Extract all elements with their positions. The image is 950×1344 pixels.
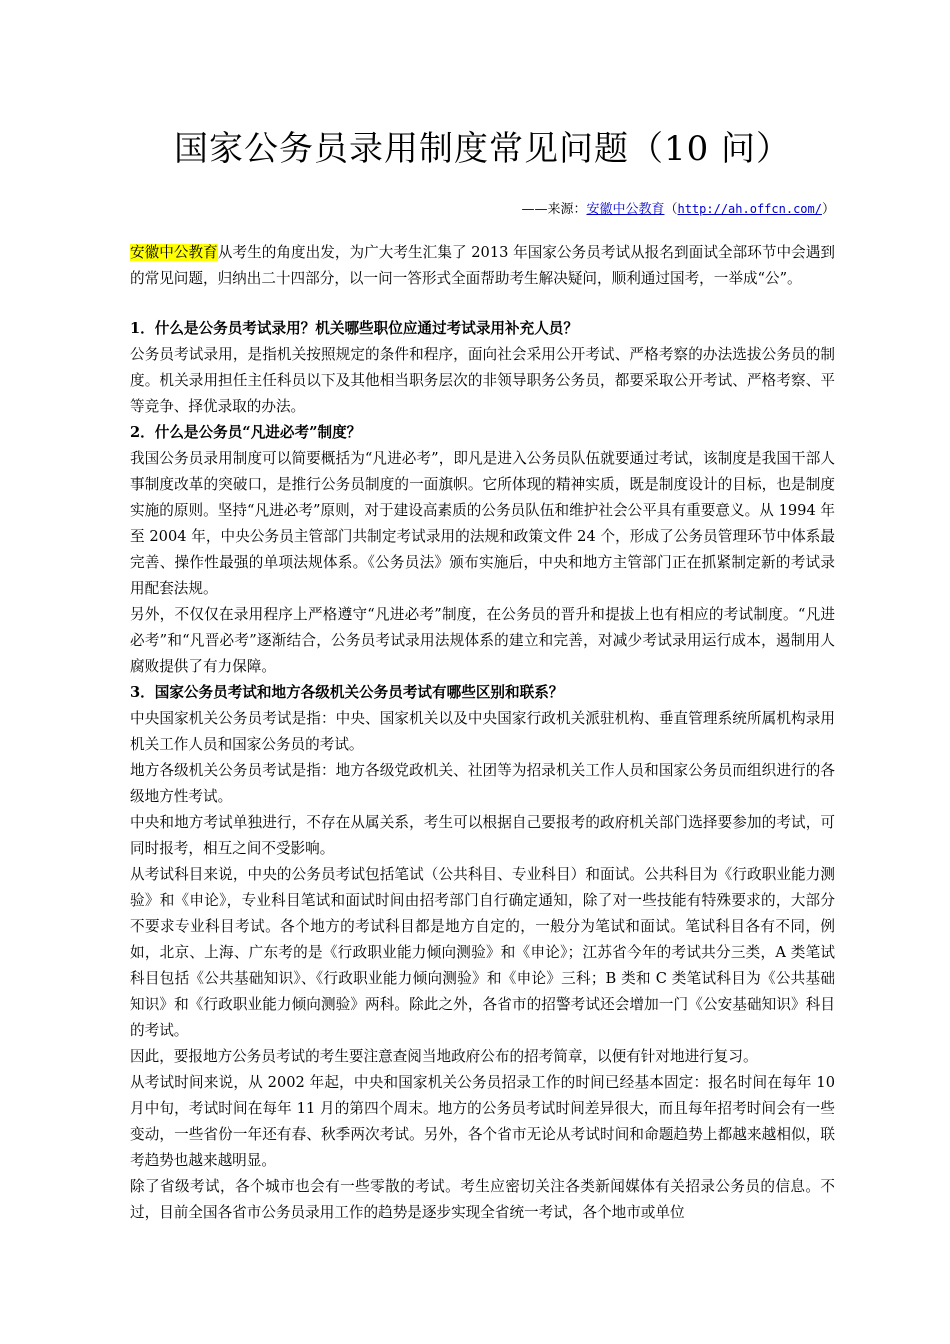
section-heading: 1．什么是公务员考试录用？机关哪些职位应通过考试录用补充人员？ (130, 320, 578, 337)
source-url-link[interactable]: http://ah.offcn.com/ (677, 202, 822, 216)
section-3 (130, 680, 835, 1226)
section-paragraph: 公务员考试录用，是指机关按照规定的条件和程序，面向社会采用公开考试、严格考察的办法选拔公务员的制度。机关录用担任主任科员以下及其他相当职务层次的非领导职务公务员，都要采取公开考试、严格考察、平等竞争、择优录取的办法。 (130, 346, 835, 415)
section-paragraph: 中央和地方考试单独进行，不存在从属关系，考生可以根据自己要报考的政府机关部门选择要参加的考试，可同时报考，相互之间不受影响。 (130, 814, 835, 857)
section-paragraph: 除了省级考试，各个城市也会有一些零散的考试。考生应密切关注各类新闻媒体有关招录公务员的信息。不过，目前全国各省市公务员录用工作的趋势是逐步实现全省统一考试，各个地市或单位 (130, 1178, 835, 1221)
section-1 (130, 316, 835, 420)
intro-text: 从考生的角度出发，为广大考生汇集了 2013 年国家公务员考试从报名到面试全部环节中会遇到的常见问题，归纳出二十四部分，以一问一答形式全面帮助考生解决疑问，顺利通过国考，一举成“公”。 (130, 244, 835, 287)
section-paragraph: 地方各级机关公务员考试是指：地方各级党政机关、社团等为招录机关工作人员和国家公务员而组织进行的各级地方性考试。 (130, 762, 835, 805)
section-heading: 2．什么是公务员“凡进必考”制度？ (130, 424, 362, 441)
intro-highlight: 安徽中公教育 (130, 244, 218, 261)
section-paragraph: 我国公务员录用制度可以简要概括为“凡进必考”，即凡是进入公务员队伍就要通过考试，该制度是我国干部人事制度改革的突破口，是推行公务员制度的一面旗帜。它所体现的精神实质，既是制度设计的目标，也是制度实施的原则。坚持“凡进必考”原则，对于建设高素质的公务员队伍和维护社会公平具有重要意义。从 1994 年至 2004 年，中央公务员主管部门共制定考试录用的法规和政策文件 24 个，形成了公务员管理环节中体系最完善、操作性最强的单项法规体系。《公务员法》颁布实施后，中央和地方主管部门正在抓紧制定新的考试录用配套法规。 (130, 450, 835, 597)
section-paragraph: 另外，不仅仅在录用程序上严格遵守“凡进必考”制度，在公务员的晋升和提拔上也有相应的考试制度。“凡进必考”和“凡晋必考”逐渐结合，公务员考试录用法规体系的建立和完善，对减少考试录用运行成本，遏制用人腐败提供了有力保障。 (130, 606, 835, 675)
source-line (521, 200, 835, 219)
source-prefix: ——来源： (521, 202, 587, 217)
section-2 (130, 420, 835, 680)
section-paragraph: 从考试科目来说，中央的公务员考试包括笔试（公共科目、专业科目）和面试。公共科目为《行政职业能力测验》和《申论》，专业科目笔试和面试时间由招考部门自行确定通知，除了对一些技能有特殊要求的，大部分不要求专业科目考试。各个地方的考试科目都是地方自定的，一般分为笔试和面试。笔试科目各有不同，例如，北京、上海、广东考的是《行政职业能力倾向测验》和《申论》；江苏省今年的考试共分三类，A 类笔试科目包括《公共基础知识》、《行政职业能力倾向测验》和《申论》三科；B 类和 C 类笔试科目为《公共基础知识》和《行政职业能力倾向测验》两科。除此之外，各省市的招警考试还会增加一门《公安基础知识》科目的考试。 (130, 866, 835, 1039)
source-open-paren: （ (664, 202, 678, 217)
section-heading: 3．国家公务员考试和地方各级机关公务员考试有哪些区别和联系？ (130, 684, 564, 701)
section-paragraph: 因此，要报地方公务员考试的考生要注意查阅当地政府公布的招考简章，以便有针对地进行复习。 (130, 1048, 758, 1065)
intro-paragraph (130, 240, 835, 292)
section-paragraph: 从考试时间来说，从 2002 年起，中央和国家机关公务员招录工作的时间已经基本固定：报名时间在每年 10 月中旬，考试时间在每年 11 月的第四个周末。地方的公务员考试时间差异很大，而且每年招考时间会有一些变动，一些省份一年还有春、秋季两次考试。另外，各个省市无论从考试时间和命题趋势上都越来越相似，联考趋势也越来越明显。 (130, 1074, 835, 1169)
source-org-link[interactable]: 安徽中公教育 (586, 202, 665, 217)
source-close-paren: ） (821, 202, 835, 217)
section-paragraph: 中央国家机关公务员考试是指：中央、国家机关以及中央国家行政机关派驻机构、垂直管理系统所属机构录用机关工作人员和国家公务员的考试。 (130, 710, 835, 753)
document-title: 国家公务员录用制度常见问题（10 问） (173, 129, 792, 169)
document-body (130, 240, 835, 1226)
